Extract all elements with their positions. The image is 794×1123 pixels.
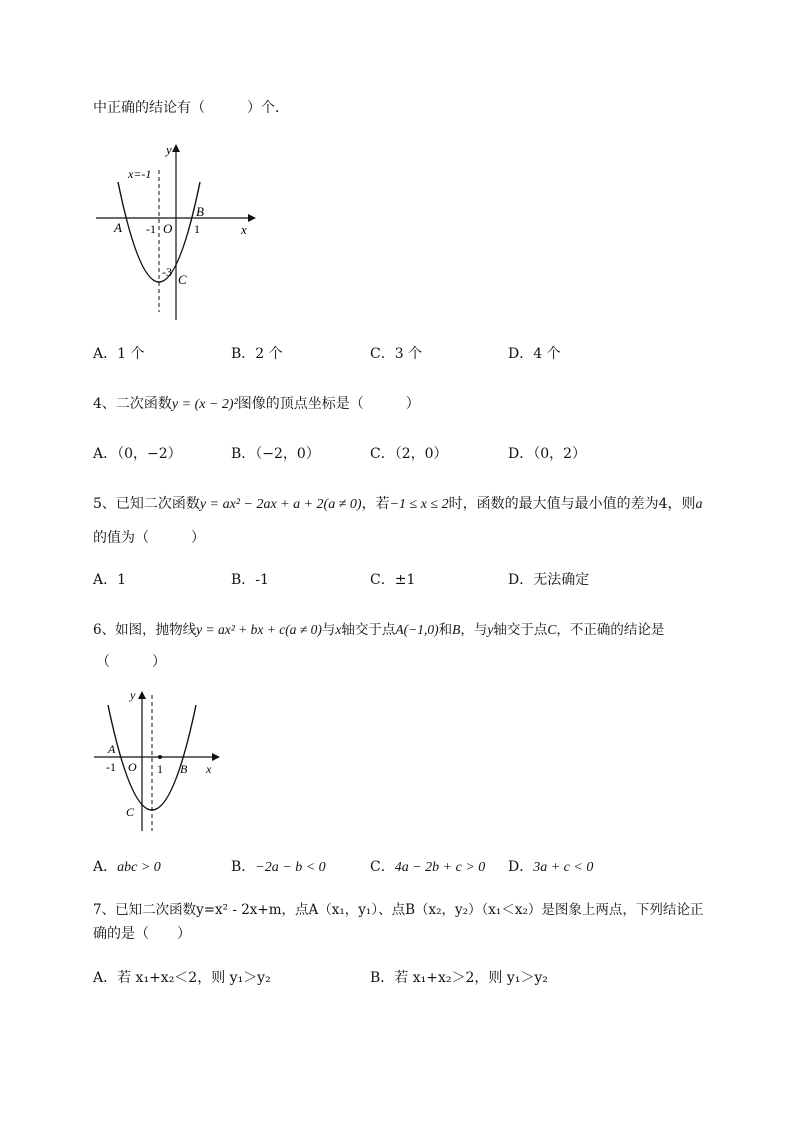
point-a-label: A: [108, 742, 116, 756]
q4-suffix: 图像的顶点坐标是（ ）: [237, 396, 420, 412]
point-a-label: A: [114, 220, 122, 235]
q3-option-c[interactable]: C．3 个: [370, 346, 423, 362]
point-b-label: B: [196, 204, 204, 219]
q3-intro: 中正确的结论有（ ）个．: [93, 100, 289, 116]
q5-option-b[interactable]: B．-1: [231, 572, 269, 588]
y-axis-arrow: [138, 691, 146, 699]
q6-x: x: [335, 622, 342, 637]
q5-suffix: 时，函数的最大值与最小值的差为4，则: [448, 496, 696, 512]
y-axis-arrow: [172, 144, 180, 152]
one-label: 1: [194, 222, 200, 236]
neg1-label: -1: [146, 222, 156, 236]
point-c-label: C: [126, 805, 135, 819]
q6-t5: 轴交于点: [493, 622, 548, 638]
q4-stem: [93, 394, 420, 415]
q5-stem: [93, 494, 703, 515]
q6-prefix: 6、如图，抛物线: [93, 622, 197, 638]
q5-range: −1 ≤ x ≤ 2: [389, 497, 449, 512]
q7-option-a[interactable]: A．若 x₁+x₂＜2，则 y₁＞y₂: [93, 970, 271, 986]
q7-line2: 确的是（ ）: [93, 926, 191, 942]
q6-figure: [90, 685, 230, 835]
point-b-label: B: [180, 762, 188, 776]
q7-line1: 7、已知二次函数y=x² - 2x+m，点A（x₁，y₁）、点B（x₂，y₂）（x₁＜x₂）是图象上两点，下列结论正: [93, 902, 704, 918]
q3-option-a[interactable]: A．1 个: [93, 346, 145, 362]
q5-mid: ，若: [361, 496, 390, 512]
q5-prefix: 5、已知二次函数: [93, 496, 200, 512]
q6-option-a[interactable]: A．abc > 0: [93, 859, 161, 875]
q3-option-d[interactable]: D．4 个: [508, 346, 561, 362]
q4-option-a[interactable]: A．（0，−2）: [93, 446, 182, 462]
q5-option-c[interactable]: C．±1: [370, 572, 416, 588]
q6-option-b[interactable]: B．−2a − b < 0: [231, 859, 326, 875]
q3-figure: [90, 140, 260, 325]
q4-prefix: 4、二次函数: [93, 396, 172, 412]
q6-stem: [93, 620, 664, 640]
q6-t4: ，与: [460, 622, 488, 638]
x-axis-arrow: [212, 753, 220, 761]
x-axis-arrow: [248, 214, 256, 222]
x-label: x: [241, 222, 247, 237]
q6-t3: 和: [438, 622, 453, 638]
q5-formula: y = ax² − 2ax + a + 2(a ≠ 0): [199, 497, 362, 512]
origin-label: O: [163, 221, 173, 236]
q6-t6: ，不正确的结论是: [556, 622, 665, 638]
x-label: x: [206, 762, 212, 776]
q6-point-a: A(−1,0): [395, 622, 439, 637]
neg3-label: -3: [162, 265, 172, 279]
q3-option-b[interactable]: B．2 个: [231, 346, 283, 362]
q6-formula: y = ax² + bx + c(a ≠ 0): [196, 622, 322, 637]
q6-t1: 与: [321, 622, 336, 638]
y-label: y: [130, 688, 136, 702]
q5-option-a[interactable]: A．1: [93, 572, 127, 588]
q7-option-b[interactable]: B．若 x₁+x₂＞2，则 y₁＞y₂: [370, 970, 548, 986]
q6-option-c[interactable]: C．4a − 2b + c > 0: [370, 859, 486, 875]
point-c-label: C: [178, 272, 187, 287]
q5-line2: 的值为（ ）: [93, 530, 205, 546]
axis-label: x=-1: [128, 167, 152, 181]
q5-option-d[interactable]: D．无法确定: [508, 572, 590, 588]
tick-dot: [158, 755, 162, 759]
parabola: [118, 182, 200, 282]
origin-label: O: [128, 760, 137, 774]
q6-y: y: [487, 622, 494, 637]
q6-t2: 轴交于点: [341, 622, 396, 638]
q4-option-d[interactable]: D．（0，2）: [508, 446, 587, 462]
neg1-label: -1: [106, 760, 116, 774]
y-label: y: [166, 142, 172, 157]
q5-var: a: [695, 497, 703, 512]
q4-option-b[interactable]: B．（−2，0）: [231, 446, 320, 462]
one-label: 1: [157, 762, 163, 776]
q4-option-c[interactable]: C．（2，0）: [370, 446, 448, 462]
q6-option-d[interactable]: D．3a + c < 0: [508, 859, 594, 875]
q6-line2: （ ）: [96, 654, 166, 670]
q4-formula: y = (x − 2)²: [171, 397, 238, 412]
q6-b: B: [452, 622, 461, 637]
q6-c: C: [547, 622, 557, 637]
